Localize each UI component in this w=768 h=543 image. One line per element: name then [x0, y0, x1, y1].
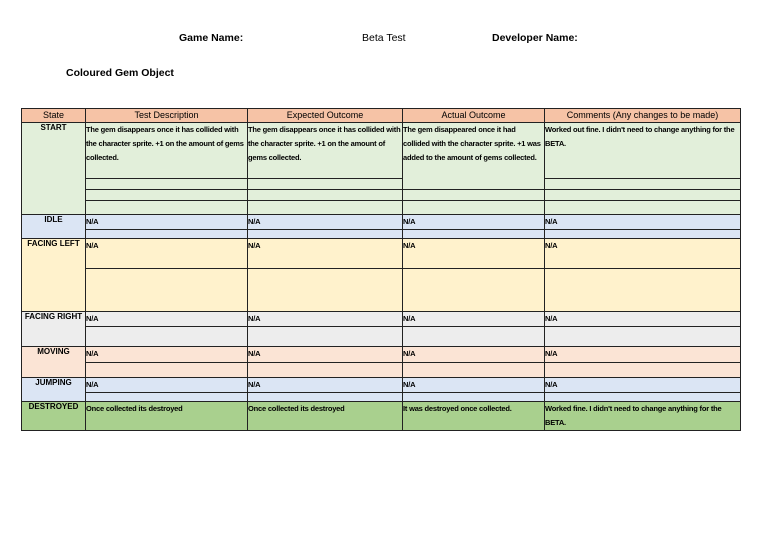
test-description-cell: N/A: [86, 347, 248, 363]
empty-cell: [248, 190, 403, 201]
comments-cell: Worked out fine. I didn't need to change anything for the BETA.: [545, 123, 741, 179]
column-header-comments: Comments (Any changes to be made): [545, 109, 741, 123]
actual-outcome-cell: N/A: [403, 378, 545, 393]
actual-outcome-cell: N/A: [403, 215, 545, 230]
empty-cell: [86, 230, 248, 239]
table-row: [22, 393, 741, 402]
developer-name-label: Developer Name:: [492, 32, 578, 44]
empty-cell: [545, 179, 741, 190]
actual-outcome-cell: The gem disappeared once it had collided with the character sprite. +1 was added to the amount of gems collected.: [403, 123, 545, 190]
empty-cell: [545, 201, 741, 215]
empty-cell: [545, 190, 741, 201]
table-row: [22, 239, 741, 269]
empty-cell: [403, 230, 545, 239]
empty-cell: [86, 201, 248, 215]
test-description-cell: The gem disappears once it has collided with the character sprite. +1 on the amount of gems collected.: [86, 123, 248, 179]
table-row: [22, 215, 741, 230]
empty-cell: [248, 393, 403, 402]
comments-cell: N/A: [545, 239, 741, 269]
empty-cell: [86, 363, 248, 378]
table-row: [22, 402, 741, 431]
empty-cell: [248, 363, 403, 378]
column-header-actual-outcome: Actual Outcome: [403, 109, 545, 123]
column-header-expected-outcome: Expected Outcome: [248, 109, 403, 123]
empty-cell: [248, 230, 403, 239]
expected-outcome-cell: N/A: [248, 215, 403, 230]
expected-outcome-cell: Once collected its destroyed: [248, 402, 403, 431]
empty-cell: [86, 393, 248, 402]
test-description-cell: N/A: [86, 312, 248, 327]
state-cell: IDLE: [22, 215, 86, 239]
comments-cell: N/A: [545, 215, 741, 230]
actual-outcome-cell: N/A: [403, 312, 545, 327]
comments-cell: Worked fine. I didn't need to change anything for the BETA.: [545, 402, 741, 431]
expected-outcome-cell: N/A: [248, 312, 403, 327]
empty-cell: [403, 393, 545, 402]
table-row: [22, 201, 741, 215]
table-row: [22, 327, 741, 347]
empty-cell: [86, 327, 248, 347]
state-cell: JUMPING: [22, 378, 86, 402]
state-cell: FACING LEFT: [22, 239, 86, 312]
empty-cell: [545, 363, 741, 378]
table-row: [22, 179, 741, 190]
empty-cell: [86, 190, 248, 201]
column-header-state: State: [22, 109, 86, 123]
state-cell: DESTROYED: [22, 402, 86, 431]
actual-outcome-cell: It was destroyed once collected.: [403, 402, 545, 431]
empty-cell: [248, 327, 403, 347]
document-subtitle: Coloured Gem Object: [66, 67, 174, 79]
empty-cell: [248, 269, 403, 312]
table-header-row: [22, 109, 741, 123]
state-cell: FACING RIGHT: [22, 312, 86, 347]
empty-cell: [545, 230, 741, 239]
test-description-cell: Once collected its destroyed: [86, 402, 248, 431]
state-cell: MOVING: [22, 347, 86, 378]
test-description-cell: N/A: [86, 239, 248, 269]
table-row: [22, 312, 741, 327]
actual-outcome-cell: N/A: [403, 347, 545, 363]
empty-cell: [545, 269, 741, 312]
empty-cell: [248, 179, 403, 190]
test-plan-table: [21, 108, 741, 431]
comments-cell: N/A: [545, 378, 741, 393]
table-row: [22, 269, 741, 312]
game-name-value: Beta Test: [362, 32, 406, 44]
empty-cell: [403, 190, 545, 201]
comments-cell: N/A: [545, 312, 741, 327]
table-row: [22, 363, 741, 378]
test-description-cell: N/A: [86, 378, 248, 393]
expected-outcome-cell: N/A: [248, 347, 403, 363]
empty-cell: [86, 269, 248, 312]
table-row: [22, 230, 741, 239]
empty-cell: [86, 179, 248, 190]
table-row: [22, 190, 741, 201]
actual-outcome-cell: N/A: [403, 239, 545, 269]
table-row: [22, 123, 741, 179]
empty-cell: [545, 393, 741, 402]
expected-outcome-cell: The gem disappears once it has collided with the character sprite. +1 on the amount of gems collected.: [248, 123, 403, 179]
table-row: [22, 378, 741, 393]
empty-cell: [403, 201, 545, 215]
empty-cell: [403, 363, 545, 378]
empty-cell: [248, 201, 403, 215]
comments-cell: N/A: [545, 347, 741, 363]
empty-cell: [545, 327, 741, 347]
expected-outcome-cell: N/A: [248, 239, 403, 269]
expected-outcome-cell: N/A: [248, 378, 403, 393]
test-description-cell: N/A: [86, 215, 248, 230]
column-header-test-description: Test Description: [86, 109, 248, 123]
empty-cell: [403, 269, 545, 312]
game-name-label: Game Name:: [179, 32, 244, 44]
empty-cell: [403, 327, 545, 347]
state-cell: START: [22, 123, 86, 215]
table-row: [22, 347, 741, 363]
